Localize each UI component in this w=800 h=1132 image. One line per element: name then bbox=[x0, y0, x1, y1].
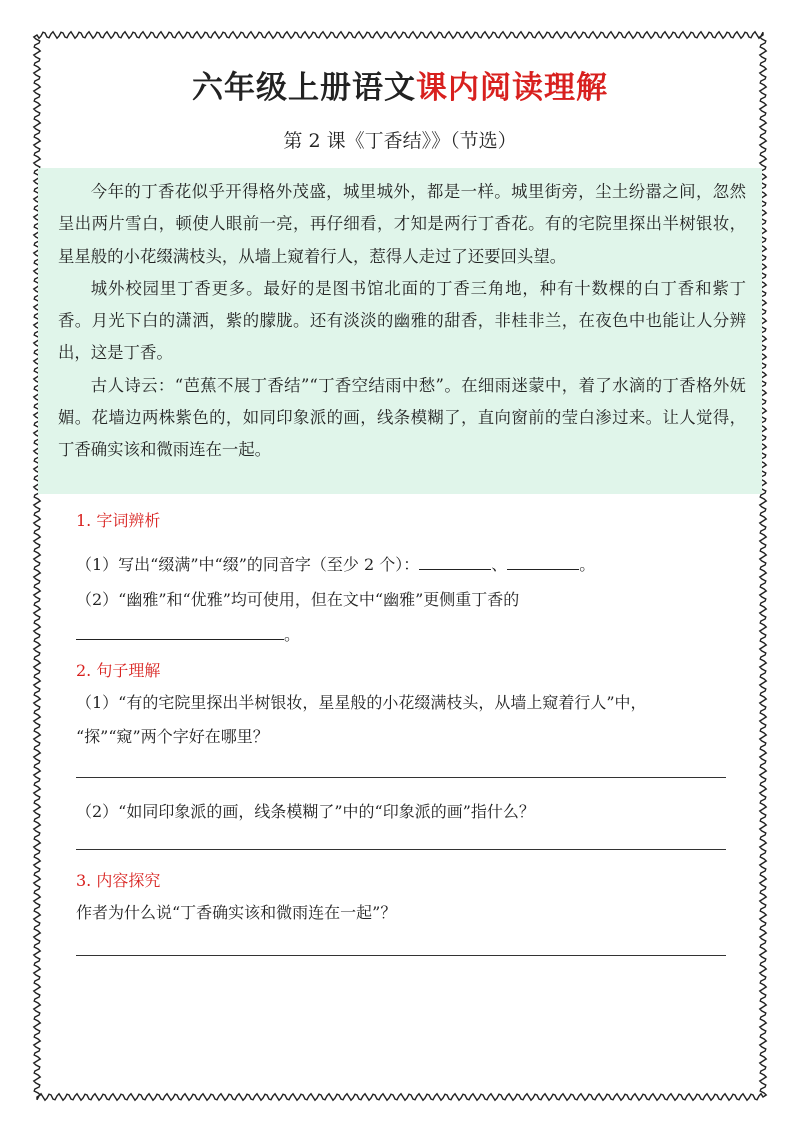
section-3-title: 3. 内容探究 bbox=[76, 871, 161, 890]
question-3-1: 作者为什么说“丁香确实该和微雨连在一起”？ bbox=[76, 903, 397, 922]
passage-paragraph-1: 今年的丁香花似乎开得格外茂盛，城里城外，都是一样。城里街旁，尘土纷嚣之间，忽然呈出两片雪白，顿使人眼前一亮，再仔细看，才知是两行丁香花。有的宅院里探出半树银妆，星星般的小花缀满枝头，从墙上窥着行人，惹得人走过了还要回头望。 bbox=[58, 182, 746, 266]
question-1-2-end: 。 bbox=[284, 625, 301, 644]
question-1-1-end: 。 bbox=[579, 555, 596, 574]
question-2-1-line-2: “探”“窥”两个字好在哪里？ bbox=[76, 727, 269, 746]
question-1-2-answer-row bbox=[76, 618, 300, 652]
answer-line-2-1[interactable] bbox=[76, 777, 726, 778]
answer-line-2-2[interactable] bbox=[76, 849, 726, 850]
question-1-1 bbox=[76, 548, 595, 582]
question-2-2: （2）“如同印象派的画，线条模糊了”中的“印象派的画”指什么？ bbox=[76, 802, 535, 821]
lesson-subtitle: 第 2 课《丁香结》》（节选） bbox=[283, 130, 517, 152]
title-black-part: 六年级上册语文 bbox=[192, 70, 416, 106]
section-2-title: 2. 句子理解 bbox=[76, 661, 161, 680]
passage-paragraph-2: 城外校园里丁香更多。最好的是图书馆北面的丁香三角地，种有十数棵的白丁香和紫丁香。月光下白的潇洒，紫的朦胧。还有淡淡的幽雅的甜香，非桂非兰，在夜色中也能让人分辨出，这是丁香。 bbox=[58, 278, 746, 363]
section-1-title: 1. 字词辨析 bbox=[76, 511, 161, 530]
page-title bbox=[0, 62, 800, 107]
answer-line-3-1[interactable] bbox=[76, 955, 726, 956]
question-1-1-separator: 、 bbox=[491, 555, 508, 574]
answer-blank-1[interactable] bbox=[419, 553, 491, 570]
answer-blank-2[interactable] bbox=[507, 553, 579, 570]
title-red-part: 课内阅读理解 bbox=[416, 70, 608, 106]
answer-blank-3[interactable] bbox=[76, 623, 284, 640]
reading-passage bbox=[38, 168, 762, 494]
passage-paragraph-3: 古人诗云：“芭蕉不展丁香结”“丁香空结雨中愁”。在细雨迷蒙中，着了水滴的丁香格外妩媚。花墙边两株紫色的，如同印象派的画，线条模糊了，直向窗前的莹白渗过来。让人觉得，丁香确实该和微雨连在一起。 bbox=[58, 375, 746, 460]
question-2-1-line-1: （1）“有的宅院里探出半树银妆，星星般的小花缀满枝头，从墙上窥着行人”中， bbox=[76, 693, 647, 712]
question-1-1-text: （1）写出“缀满”中“缀”的同音字（至少 2 个）： bbox=[76, 555, 420, 574]
question-1-2: （2）“幽雅”和“优雅”均可使用，但在文中“幽雅”更侧重丁香的 bbox=[76, 590, 520, 609]
